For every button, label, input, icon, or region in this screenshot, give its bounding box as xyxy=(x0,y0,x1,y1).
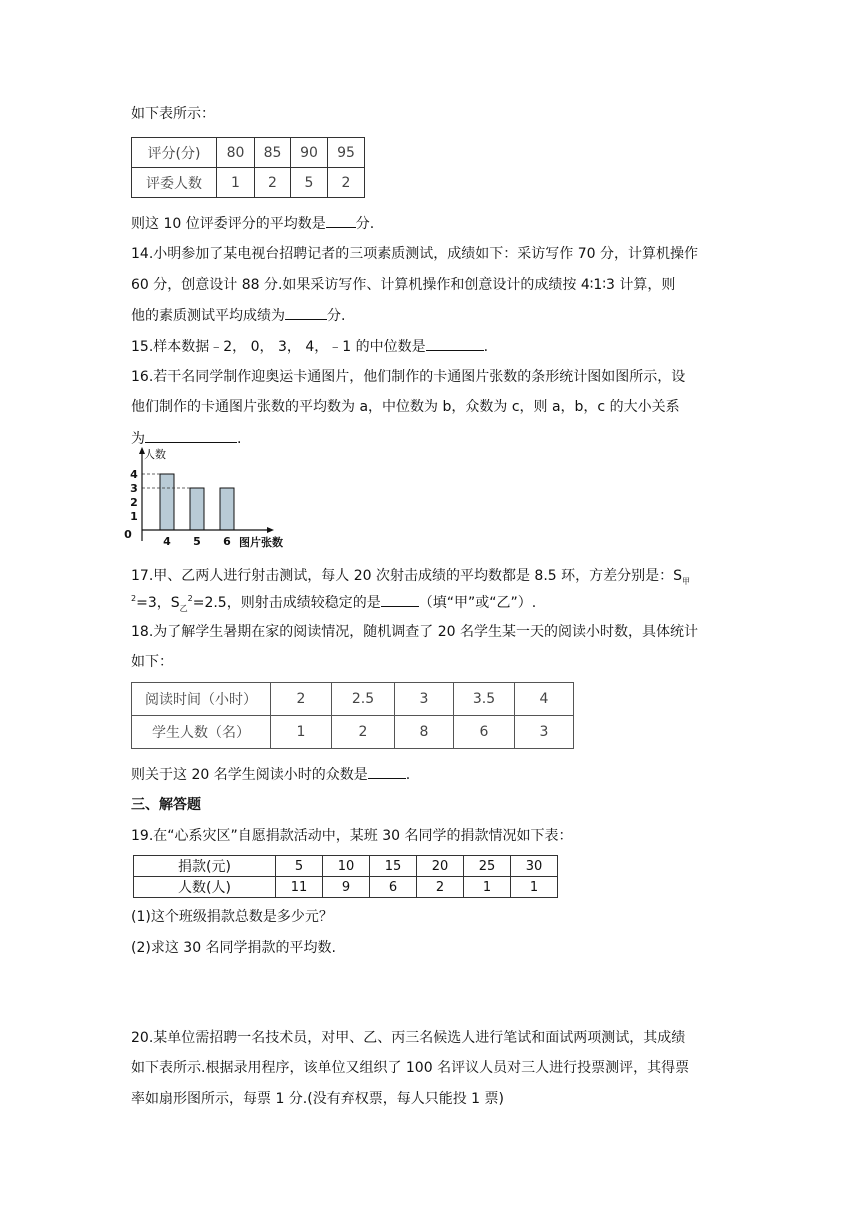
question-text: 17.甲、乙两人进行射击测试，每人 20 次射击成绩的平均数都是 8.5 环，方差分别是：S xyxy=(131,568,683,584)
question-text: 则这 10 位评委评分的平均数是 xyxy=(131,216,326,232)
intro-text: 如下表所示： xyxy=(131,106,215,122)
bar-4 xyxy=(160,474,174,530)
table-cell: 30 xyxy=(511,856,558,877)
table-cell: 25 xyxy=(464,856,511,877)
question-text: . xyxy=(483,339,489,355)
x-tick-label: 4 xyxy=(163,535,171,548)
question-text: . xyxy=(405,767,411,783)
x-axis-label: 图片张数 xyxy=(239,536,283,549)
table-header-cell: 评委人数 xyxy=(132,168,217,198)
section-heading: 三、解答题 xyxy=(131,797,201,813)
q16-line2: 他们制作的卡通图片张数的平均数为 a，中位数为 b，众数为 c，则 a，b，c 的大小关系 xyxy=(131,399,680,415)
table-cell: 4 xyxy=(515,683,574,716)
table-cell: 85 xyxy=(255,138,291,168)
table-header-cell: 学生人数（名） xyxy=(132,716,271,749)
subscript: 乙 xyxy=(179,604,188,613)
answer-blank[interactable] xyxy=(368,764,406,779)
question-text: . xyxy=(237,431,242,447)
y-tick-label: 1 xyxy=(130,510,138,523)
superscript: 2 xyxy=(131,594,137,603)
table-row xyxy=(132,716,574,749)
table-cell: 5 xyxy=(276,856,323,877)
table-header-cell: 阅读时间（小时） xyxy=(132,683,271,716)
superscript: 2 xyxy=(187,594,193,603)
answer-blank[interactable] xyxy=(145,428,237,443)
q15 xyxy=(131,336,488,357)
question-text: 为 xyxy=(131,431,145,447)
table-cell: 15 xyxy=(370,856,417,877)
answer-blank[interactable] xyxy=(326,213,356,228)
table-cell: 5 xyxy=(291,168,328,198)
table-cell: 90 xyxy=(291,138,328,168)
table-row xyxy=(132,138,365,168)
y-tick-label: 0 xyxy=(124,528,132,541)
question-text: 则关于这 20 名学生阅读小时的众数是 xyxy=(131,767,368,783)
q13-tail xyxy=(131,213,374,234)
table-cell: 1 xyxy=(271,716,332,749)
q20-line3: 率如扇形图所示，每票 1 分.(没有弃权票，每人只能投 1 票) xyxy=(131,1091,504,1107)
bar-6 xyxy=(220,488,234,530)
q17-line2 xyxy=(131,592,536,615)
table-cell: 9 xyxy=(323,877,370,898)
q18-line2: 如下： xyxy=(131,654,173,670)
x-axis-arrow-icon xyxy=(267,527,274,533)
table-cell: 6 xyxy=(454,716,515,749)
table-cell: 11 xyxy=(276,877,323,898)
q19-part1: (1)这个班级捐款总数是多少元？ xyxy=(131,909,333,925)
question-text: 15.样本数据﹣2， 0， 3， 4，﹣1 的中位数是 xyxy=(131,339,426,355)
table-header-cell: 捐款(元) xyxy=(134,856,276,877)
x-tick-label: 6 xyxy=(223,535,231,548)
reading-table xyxy=(131,682,574,749)
x-tick-label: 5 xyxy=(193,535,201,548)
q19-part2: (2)求这 30 名同学捐款的平均数. xyxy=(131,940,336,956)
table-cell: 3 xyxy=(395,683,454,716)
table-cell: 20 xyxy=(417,856,464,877)
table-row xyxy=(134,856,558,877)
table-cell: 8 xyxy=(395,716,454,749)
table-cell: 95 xyxy=(328,138,365,168)
table-cell: 2.5 xyxy=(332,683,395,716)
q18-line1: 18.为了解学生暑期在家的阅读情况，随机调查了 20 名学生某一天的阅读小时数，具体统计 xyxy=(131,624,698,640)
table-cell: 1 xyxy=(217,168,255,198)
q20-line1: 20.某单位需招聘一名技术员，对甲、乙、丙三名候选人进行笔试和面试两项测试，其成绩 xyxy=(131,1030,686,1046)
bar-5 xyxy=(190,488,204,530)
answer-blank[interactable] xyxy=(426,336,484,351)
table-cell: 2 xyxy=(332,716,395,749)
y-tick-label: 2 xyxy=(130,496,138,509)
question-text: 分. xyxy=(355,216,375,232)
table-cell: 80 xyxy=(217,138,255,168)
table-cell: 3 xyxy=(515,716,574,749)
q16-line1: 16.若干名同学制作迎奥运卡通图片，他们制作的卡通图片张数的条形统计图如图所示，设 xyxy=(131,369,686,385)
question-text: =3，S xyxy=(136,595,180,611)
subscript: 甲 xyxy=(682,577,691,586)
table-header-cell: 评分(分) xyxy=(132,138,217,168)
y-tick-label: 3 xyxy=(130,482,138,495)
y-tick-label: 4 xyxy=(130,468,138,481)
answer-blank[interactable] xyxy=(381,592,419,607)
table-header-cell: 人数(人) xyxy=(134,877,276,898)
table-cell: 2 xyxy=(255,168,291,198)
table-cell: 2 xyxy=(328,168,365,198)
table-row xyxy=(132,683,574,716)
bar-chart xyxy=(120,445,300,555)
donation-table xyxy=(133,855,558,898)
table-cell: 1 xyxy=(464,877,511,898)
q19-line1: 19.在“心系灾区”自愿捐款活动中，某班 30 名同学的捐款情况如下表： xyxy=(131,828,573,844)
answer-blank[interactable] xyxy=(285,305,327,320)
y-axis-label: 人数 xyxy=(144,448,166,461)
table-cell: 6 xyxy=(370,877,417,898)
table-cell: 1 xyxy=(511,877,558,898)
question-text: =2.5，则射击成绩较稳定的是 xyxy=(192,595,381,611)
q20-line2: 如下表所示.根据录用程序，该单位又组织了 100 名评议人员对三人进行投票测评，其得票 xyxy=(131,1060,690,1076)
q14-line3 xyxy=(131,305,345,326)
question-text: （填“甲”或“乙”）. xyxy=(418,595,537,611)
table-cell: 2 xyxy=(417,877,464,898)
table-row xyxy=(132,168,365,198)
table-cell: 10 xyxy=(323,856,370,877)
question-text: 他的素质测试平均成绩为 xyxy=(131,308,285,324)
q14-line1: 14.小明参加了某电视台招聘记者的三项素质测试，成绩如下：采访写作 70 分，计算机操作 xyxy=(131,246,698,262)
question-text: 分. xyxy=(327,308,346,324)
table-row xyxy=(134,877,558,898)
score-table xyxy=(131,137,365,198)
q17-line1 xyxy=(131,566,690,588)
q14-line2: 60 分，创意设计 88 分.如果采访写作、计算机操作和创意设计的成绩按 4∶1∶3 计算，则 xyxy=(131,277,676,293)
table-cell: 3.5 xyxy=(454,683,515,716)
q18-tail xyxy=(131,764,410,785)
table-cell: 2 xyxy=(271,683,332,716)
